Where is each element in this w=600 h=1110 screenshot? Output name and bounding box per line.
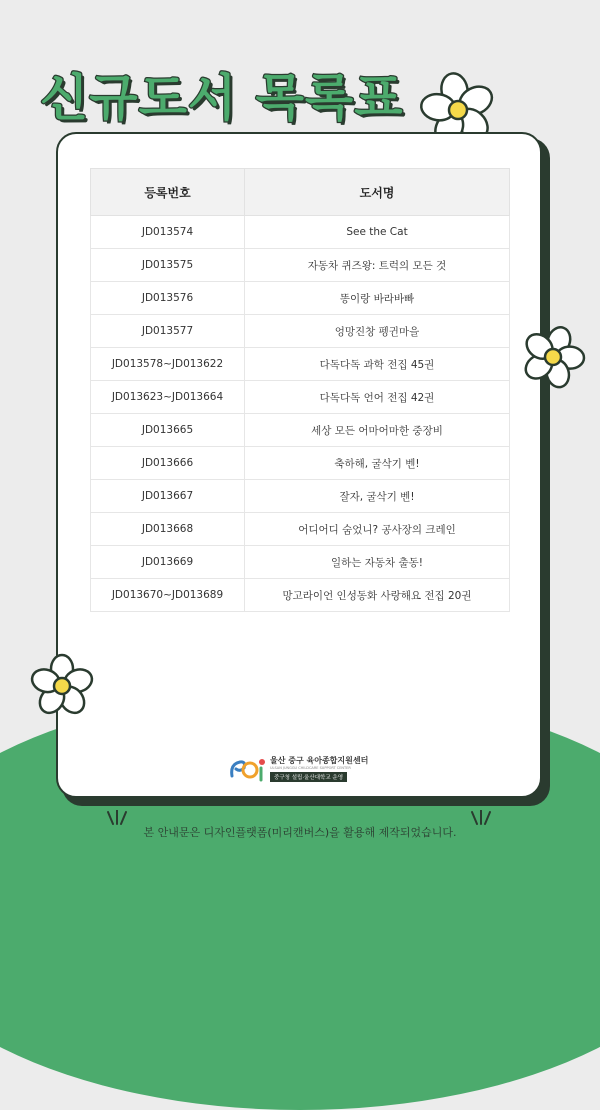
book-title: 잘자, 굴삭기 벤! xyxy=(245,480,510,513)
logo-subtitle: ULSAN JUNGGU CHILDCARE SUPPORT CENTER xyxy=(270,766,351,770)
book-table xyxy=(90,168,510,612)
table-header-row xyxy=(91,169,510,216)
column-header-registration: 등록번호 xyxy=(91,169,245,216)
book-title: 엉망진창 펭귄마을 xyxy=(245,315,510,348)
footer-note: 본 안내문은 디자인플랫폼(미리캔버스)을 활용해 제작되었습니다. xyxy=(143,826,457,839)
book-title: 다독다독 언어 전집 42권 xyxy=(245,381,510,414)
registration-number: JD013574 xyxy=(91,216,245,249)
logo-badge: 중구청 설립·울산대학교 운영 xyxy=(270,772,347,782)
registration-number: JD013670~JD013689 xyxy=(91,579,245,612)
table-row xyxy=(91,513,510,546)
registration-number: JD013576 xyxy=(91,282,245,315)
book-title: 세상 모든 어마어마한 중장비 xyxy=(245,414,510,447)
table-row xyxy=(91,282,510,315)
book-title: See the Cat xyxy=(245,216,510,249)
table-row xyxy=(91,315,510,348)
registration-number: JD013665 xyxy=(91,414,245,447)
table-row xyxy=(91,216,510,249)
table-row xyxy=(91,249,510,282)
table-row xyxy=(91,480,510,513)
registration-number: JD013577 xyxy=(91,315,245,348)
book-title: 다독다독 과학 전집 45권 xyxy=(245,348,510,381)
book-title: 똥이랑 바라바빠 xyxy=(245,282,510,315)
table-row xyxy=(91,579,510,612)
flower-icon xyxy=(516,320,590,394)
registration-number: JD013623~JD013664 xyxy=(91,381,245,414)
registration-number: JD013667 xyxy=(91,480,245,513)
book-title: 망고라이언 인성동화 사랑해요 전집 20권 xyxy=(245,579,510,612)
table-row xyxy=(91,348,510,381)
logo-mark-icon xyxy=(228,752,268,786)
registration-number: JD013575 xyxy=(91,249,245,282)
table-row xyxy=(91,546,510,579)
registration-number: JD013669 xyxy=(91,546,245,579)
table-row xyxy=(91,447,510,480)
book-title: 어디어디 숨었니? 공사장의 크레인 xyxy=(245,513,510,546)
registration-number: JD013666 xyxy=(91,447,245,480)
column-header-title: 도서명 xyxy=(245,169,510,216)
book-title: 축하해, 굴삭기 벤! xyxy=(245,447,510,480)
registration-number: JD013578~JD013622 xyxy=(91,348,245,381)
page-title: 신규도서 목록표 xyxy=(40,69,404,127)
book-title: 일하는 자동차 출동! xyxy=(245,546,510,579)
book-title: 자동차 퀴즈왕: 트럭의 모든 것 xyxy=(245,249,510,282)
flower-icon xyxy=(24,648,100,724)
center-logo xyxy=(228,752,378,786)
registration-number: JD013668 xyxy=(91,513,245,546)
logo-name: 울산 중구 육아종합지원센터 xyxy=(270,756,369,765)
table-row xyxy=(91,414,510,447)
table-row xyxy=(91,381,510,414)
